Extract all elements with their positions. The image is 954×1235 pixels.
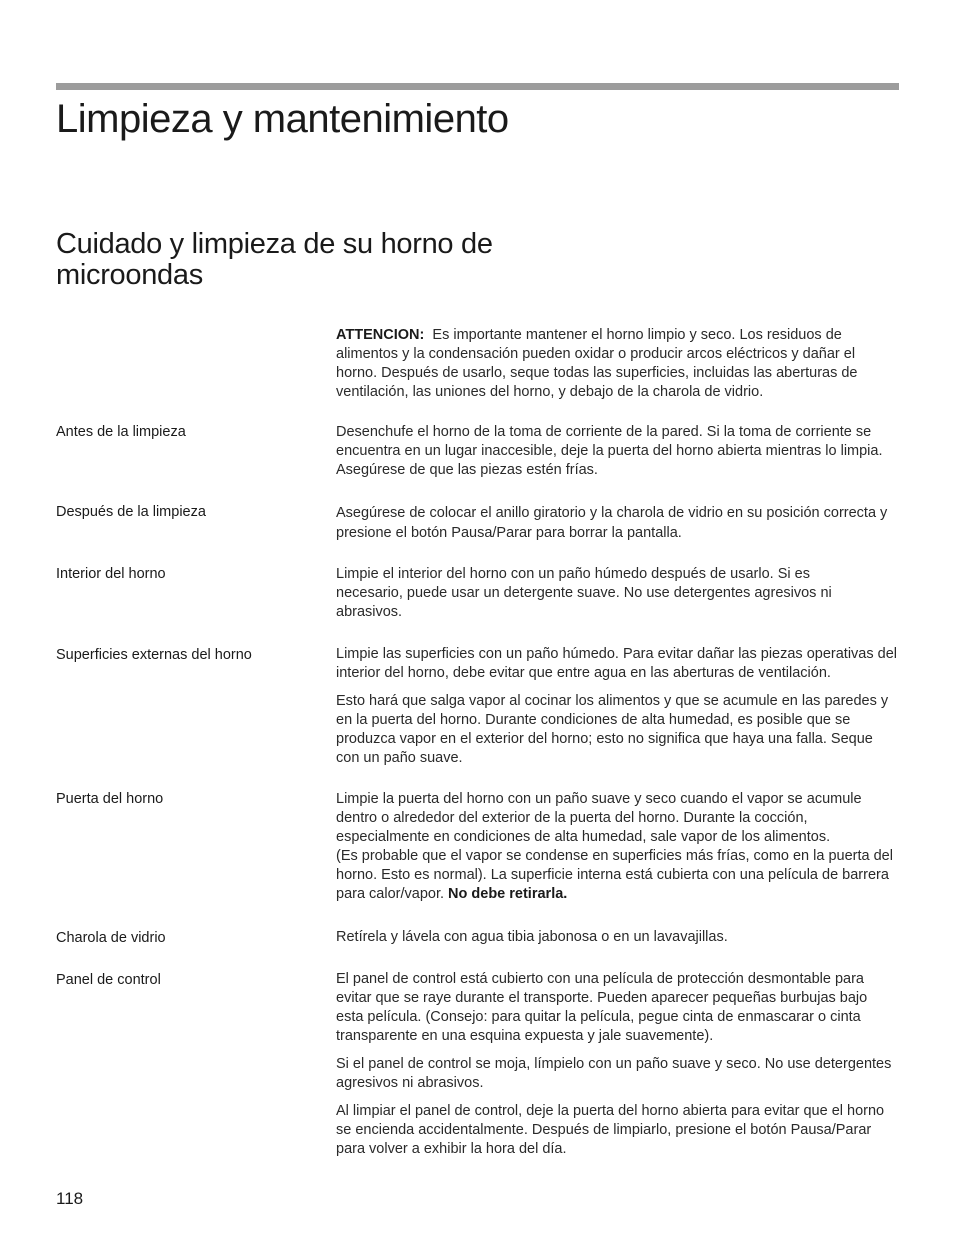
attention-block: [336, 326, 898, 402]
text-charola-vidrio: [336, 928, 898, 947]
page-title: Limpieza y mantenimiento: [56, 97, 509, 141]
label-despues-limpieza: Después de la limpieza: [56, 504, 206, 520]
paragraph: Desenchufe el horno de la toma de corriente de la pared. Si la toma de corriente se encuentra en un lugar inaccesible, deje la puerta del horno abierta mientras lo limpia. Asegúrese de que las piezas estén frías.: [336, 424, 883, 478]
section-title: Cuidado y limpieza de su horno de microondas: [56, 228, 493, 291]
text-interior-horno: [336, 565, 876, 622]
label-superficies-externas: Superficies externas del horno: [56, 647, 252, 663]
label-panel-control: Panel de control: [56, 972, 161, 988]
text-superficies-externas: [336, 645, 898, 768]
paragraph: Retírela y lávela con agua tibia jabonosa o en un lavavajillas.: [336, 929, 728, 945]
label-charola-vidrio: Charola de vidrio: [56, 930, 166, 946]
label-antes-limpieza: Antes de la limpieza: [56, 424, 186, 440]
text-panel-control: [336, 970, 896, 1159]
paragraph: Al limpiar el panel de control, deje la puerta del horno abierta para evitar que el horno se encienda accidentalmente. Después de limpiarlo, presione el botón Pausa/Parar para volver a exhibir la hora del día.: [336, 1103, 885, 1157]
paragraph: Si el panel de control se moja, límpielo con un paño suave y seco. No use detergentes agresivos ni abrasivos.: [336, 1056, 892, 1091]
note-warning: No debe retirarla.: [448, 886, 568, 902]
header-rule: [56, 83, 899, 90]
text-despues-limpieza: [336, 503, 898, 543]
paragraph: Esto hará que salga vapor al cocinar los alimentos y que se acumule en las paredes y en la puerta del horno. Durante condiciones de alta humedad, es posible que se produzca vapor en el exterior del horno; esto no significa que haya una falla. Seque con un paño suave.: [336, 693, 889, 766]
attention-text: Es importante mantener el horno limpio y seco. Los residuos de alimentos y la condensación pueden oxidar o producir arcos eléctricos y dañar el horno. Después de usarlo, seque todas las superficies, incluidas las aberturas de ventilación, las uniones del horno, y debajo de la charola de vidrio.: [336, 327, 858, 400]
text-antes-limpieza: [336, 423, 898, 480]
text-puerta-horno: [336, 790, 898, 904]
label-interior-horno: Interior del horno: [56, 566, 166, 582]
paragraph: Asegúrese de colocar el anillo giratorio y la charola de vidrio en su posición correcta y presione el botón Pausa/Parar para borrar la pantalla.: [336, 505, 888, 541]
page-number: 118: [56, 1189, 84, 1208]
attention-label: ATTENCION:: [336, 327, 425, 343]
note-text: (Es probable que el vapor se condense en superficies más frías, como en la puerta del horno. Esto es normal). La superficie interna está cubierta con una película de barrera para calor/vapor.: [336, 848, 893, 902]
paragraph: Limpie el interior del horno con un paño húmedo después de usarlo. Si es necesario, puede usar un detergente suave. No use detergentes agresivos ni abrasivos.: [336, 566, 832, 620]
label-puerta-horno: Puerta del horno: [56, 791, 164, 807]
paragraph: El panel de control está cubierto con una película de protección desmontable para evitar que se raye durante el transporte. Pueden aparecer pequeñas burbujas bajo esta película. (Consejo: para quitar la película, pegue cinta de enmascarar o cinta transparente en una esquina expuesta y jale suavemente).: [336, 971, 868, 1044]
paragraph: Limpie la puerta del horno con un paño suave y seco cuando el vapor se acumule dentro o alrededor del exterior de la puerta del horno. Durante la cocción, especialmente en condiciones de alta humedad, sale vapor de los alimentos.: [336, 791, 862, 845]
paragraph: Limpie las superficies con un paño húmedo. Para evitar dañar las piezas operativas del interior del horno, debe evitar que entre agua en las aberturas de ventilación.: [336, 646, 897, 681]
